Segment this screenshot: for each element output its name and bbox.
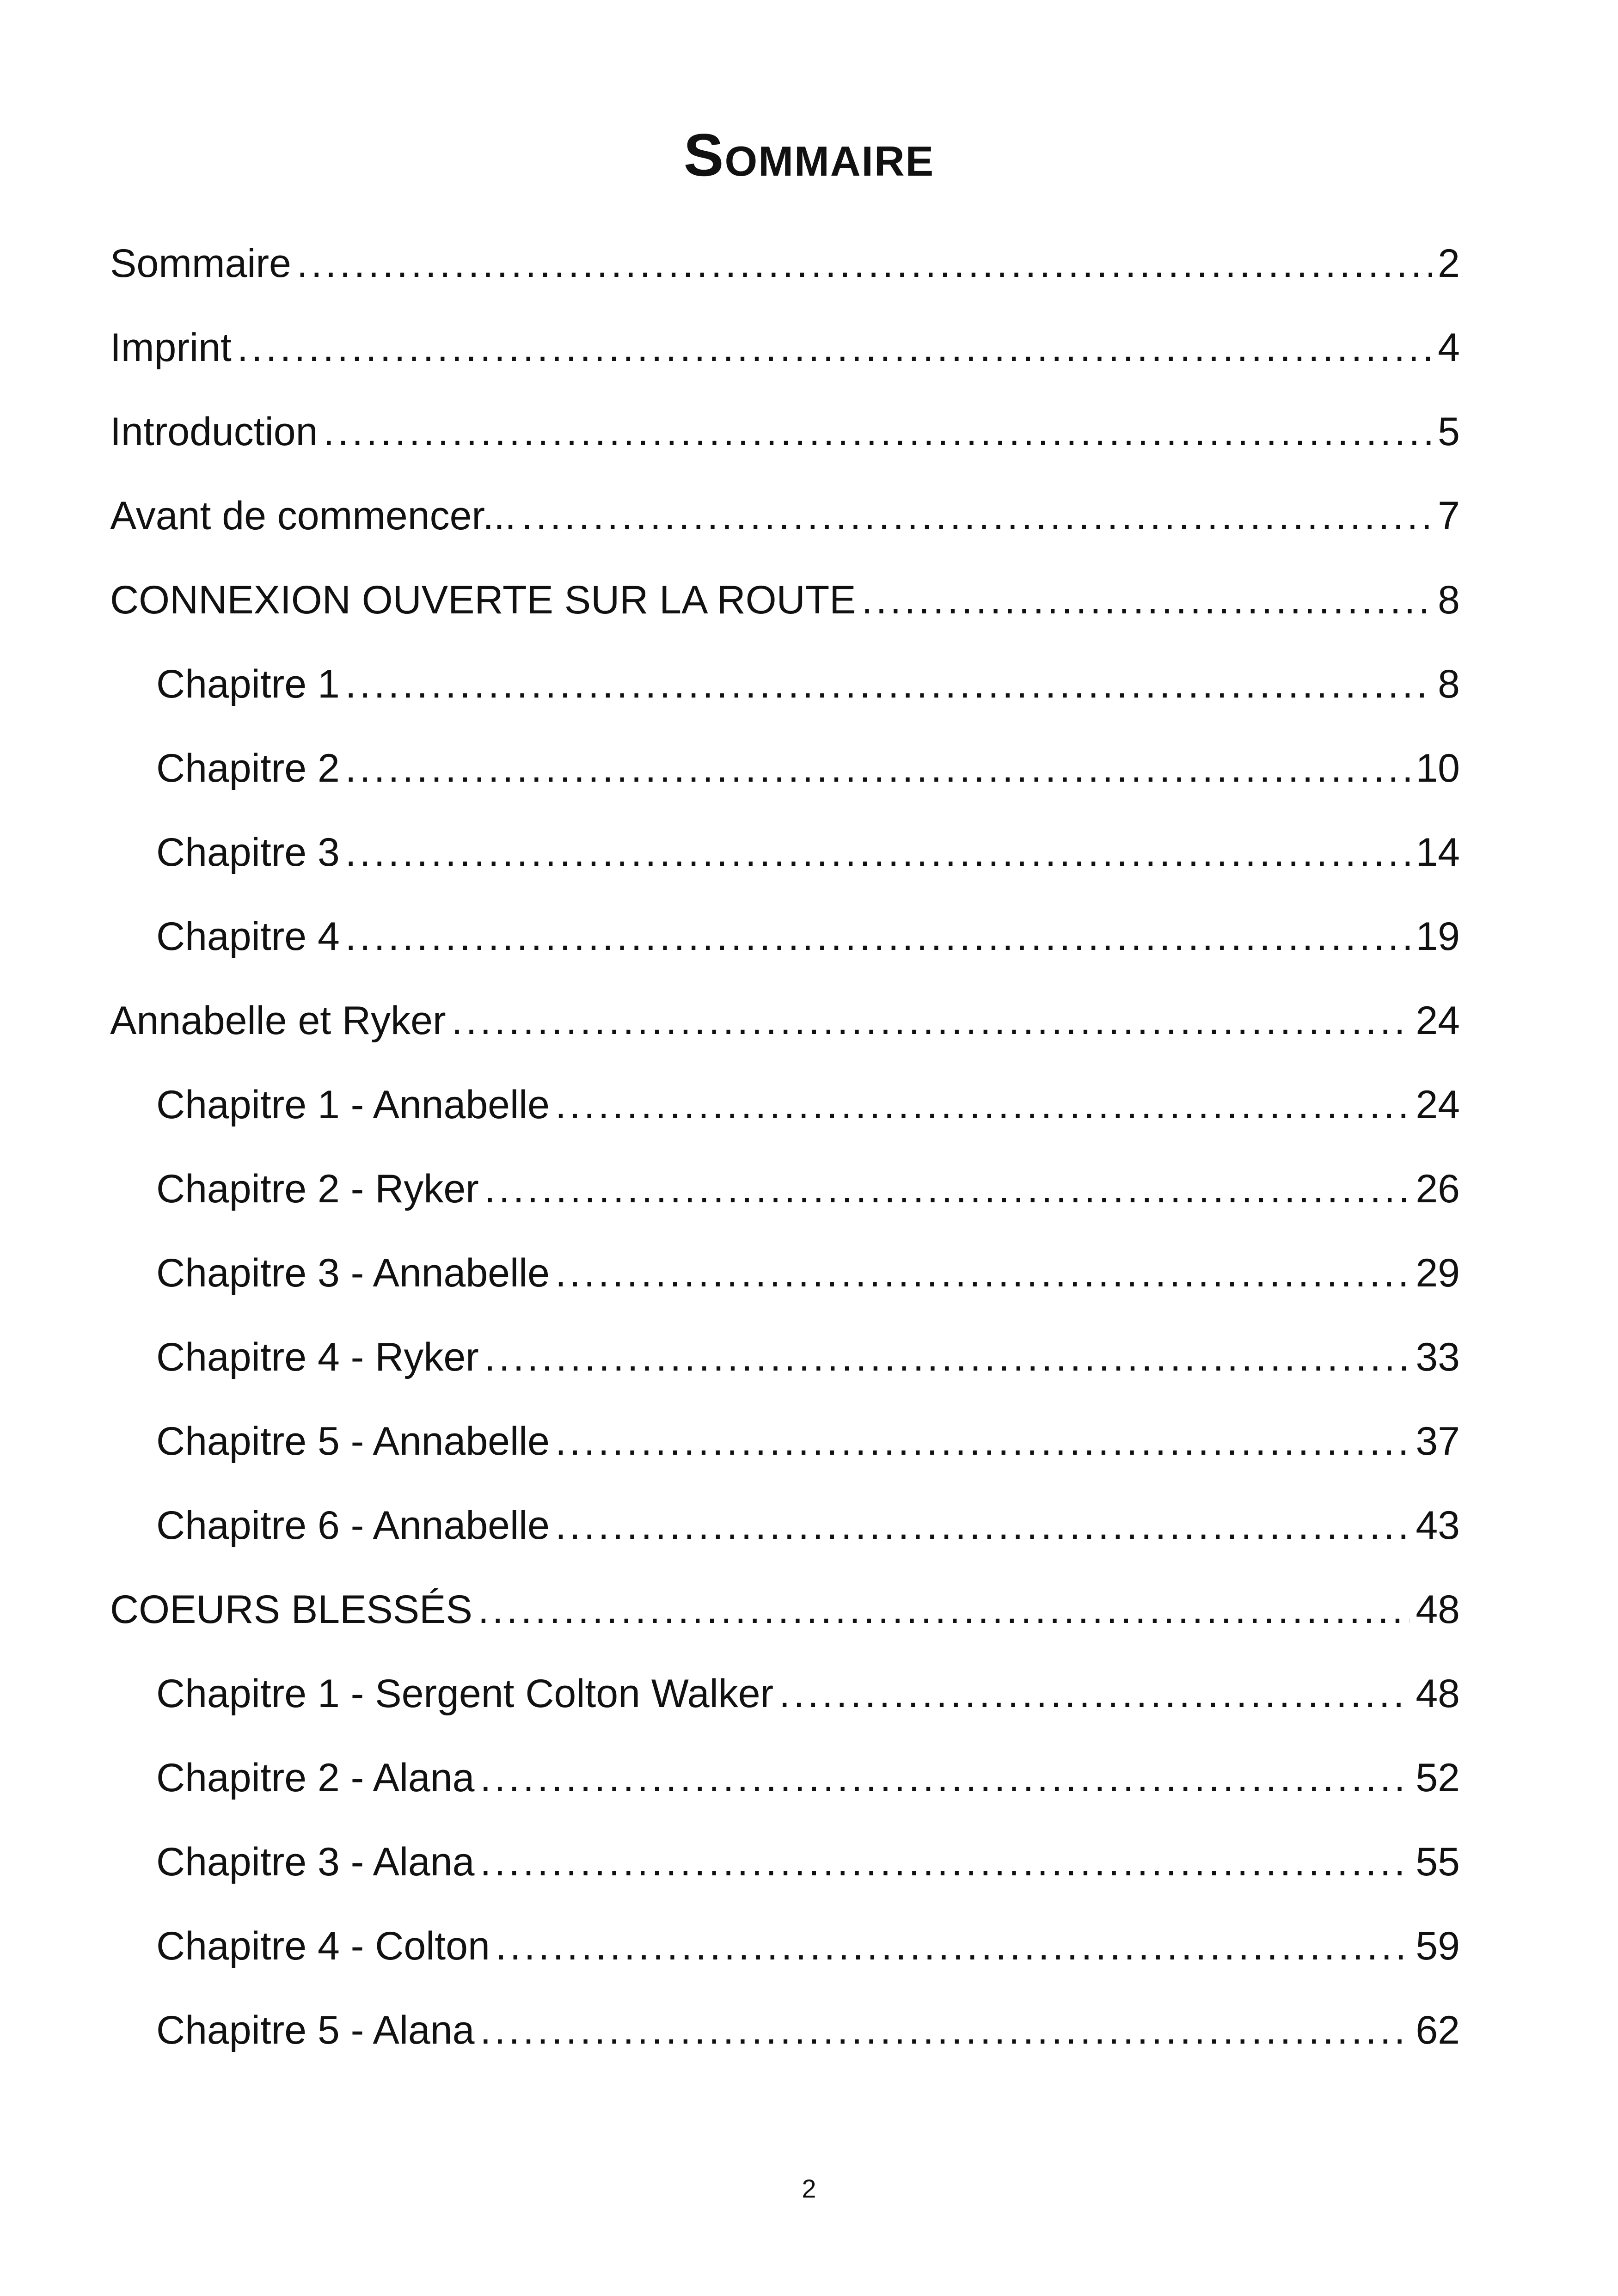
toc-entry-label: Chapitre 2 [156, 746, 340, 790]
dot-leader [323, 399, 1432, 464]
toc-entry-label: Chapitre 2 - Alana [156, 1756, 475, 1800]
dot-leader [452, 988, 1410, 1053]
toc-entry[interactable] [110, 315, 1460, 399]
dot-leader [862, 568, 1433, 632]
dot-leader [478, 1577, 1410, 1642]
toc-entry[interactable] [110, 231, 1460, 315]
toc-entry-page-number: 24 [1416, 998, 1460, 1043]
page-number: 2 [802, 2174, 816, 2203]
dot-leader [345, 904, 1410, 969]
toc-entry-label: Chapitre 6 - Annabelle [156, 1503, 550, 1548]
toc-entry-page-number: 7 [1438, 494, 1460, 538]
dot-leader [484, 1157, 1410, 1221]
toc-entry-label: Avant de commencer... [110, 494, 516, 538]
toc-entry[interactable] [110, 904, 1460, 988]
toc-entry-label: Chapitre 4 - Colton [156, 1924, 490, 1968]
toc-entry-label: Chapitre 1 [156, 662, 340, 706]
table-of-contents [110, 231, 1460, 2082]
toc-entry[interactable] [110, 1241, 1460, 1325]
toc-entry-page-number: 19 [1416, 914, 1460, 959]
toc-entry-label: CONNEXION OUVERTE SUR LA ROUTE [110, 578, 856, 622]
toc-entry-page-number: 33 [1416, 1335, 1460, 1379]
toc-entry-label: Chapitre 5 - Annabelle [156, 1419, 550, 1463]
toc-entry-page-number: 8 [1438, 662, 1460, 706]
toc-entry-label: Introduction [110, 410, 318, 454]
toc-entry[interactable] [110, 1661, 1460, 1745]
dot-leader [345, 820, 1410, 885]
toc-entry[interactable] [110, 1998, 1460, 2082]
dot-leader [237, 315, 1432, 380]
toc-entry-page-number: 4 [1438, 325, 1460, 370]
toc-entry-label: Chapitre 3 - Annabelle [156, 1251, 550, 1295]
dot-leader [345, 736, 1410, 801]
toc-entry-page-number: 37 [1416, 1419, 1460, 1463]
toc-entry[interactable] [110, 1493, 1460, 1577]
toc-entry[interactable] [110, 1830, 1460, 1914]
toc-entry-page-number: 24 [1416, 1083, 1460, 1127]
toc-entry-page-number: 29 [1416, 1251, 1460, 1295]
toc-entry[interactable] [110, 736, 1460, 820]
toc-entry[interactable] [110, 484, 1460, 568]
toc-entry-label: Chapitre 2 - Ryker [156, 1167, 479, 1211]
dot-leader [555, 1072, 1410, 1137]
toc-entry-page-number: 59 [1416, 1924, 1460, 1968]
toc-entry-page-number: 8 [1438, 578, 1460, 622]
toc-entry[interactable] [110, 399, 1460, 484]
toc-entry[interactable] [110, 988, 1460, 1072]
dot-leader [480, 1830, 1410, 1894]
toc-entry-page-number: 43 [1416, 1503, 1460, 1548]
toc-entry-label: Chapitre 5 - Alana [156, 2008, 475, 2052]
toc-entry-label: Annabelle et Ryker [110, 998, 446, 1043]
toc-entry[interactable] [110, 1325, 1460, 1409]
dot-leader [297, 231, 1432, 296]
toc-entry-page-number: 2 [1438, 241, 1460, 286]
dot-leader [555, 1241, 1410, 1305]
dot-leader [480, 1998, 1410, 2063]
toc-entry[interactable] [110, 652, 1460, 736]
toc-entry-page-number: 62 [1416, 2008, 1460, 2052]
dot-leader [345, 652, 1432, 716]
toc-entry-label: Chapitre 1 - Annabelle [156, 1083, 550, 1127]
toc-entry-label: Chapitre 3 - Alana [156, 1840, 475, 1884]
toc-entry-page-number: 5 [1438, 410, 1460, 454]
dot-leader [480, 1745, 1410, 1810]
toc-entry-page-number: 52 [1416, 1756, 1460, 1800]
toc-entry-label: Sommaire [110, 241, 291, 286]
toc-entry[interactable] [110, 1745, 1460, 1830]
dot-leader [521, 484, 1432, 548]
toc-entry-page-number: 26 [1416, 1167, 1460, 1211]
toc-entry-page-number: 48 [1416, 1671, 1460, 1716]
toc-entry-label: Chapitre 3 [156, 830, 340, 875]
toc-entry-label: Chapitre 4 - Ryker [156, 1335, 479, 1379]
toc-entry-label: Chapitre 4 [156, 914, 340, 959]
dot-leader [779, 1661, 1410, 1726]
toc-entry[interactable] [110, 1577, 1460, 1661]
toc-entry-label: COEURS BLESSÉS [110, 1587, 472, 1632]
toc-entry-page-number: 48 [1416, 1587, 1460, 1632]
toc-entry-label: Chapitre 1 - Sergent Colton Walker [156, 1671, 774, 1716]
toc-entry[interactable] [110, 820, 1460, 904]
dot-leader [555, 1493, 1410, 1558]
dot-leader [496, 1914, 1410, 1978]
toc-entry[interactable] [110, 1157, 1460, 1241]
page-title: Sommaire [683, 121, 935, 189]
toc-entry[interactable] [110, 568, 1460, 652]
toc-entry-page-number: 14 [1416, 830, 1460, 875]
dot-leader [555, 1409, 1410, 1474]
toc-entry-page-number: 55 [1416, 1840, 1460, 1884]
toc-entry[interactable] [110, 1914, 1460, 1998]
toc-entry-label: Imprint [110, 325, 232, 370]
toc-entry-page-number: 10 [1416, 746, 1460, 790]
dot-leader [484, 1325, 1410, 1390]
toc-entry[interactable] [110, 1409, 1460, 1493]
toc-entry[interactable] [110, 1072, 1460, 1157]
